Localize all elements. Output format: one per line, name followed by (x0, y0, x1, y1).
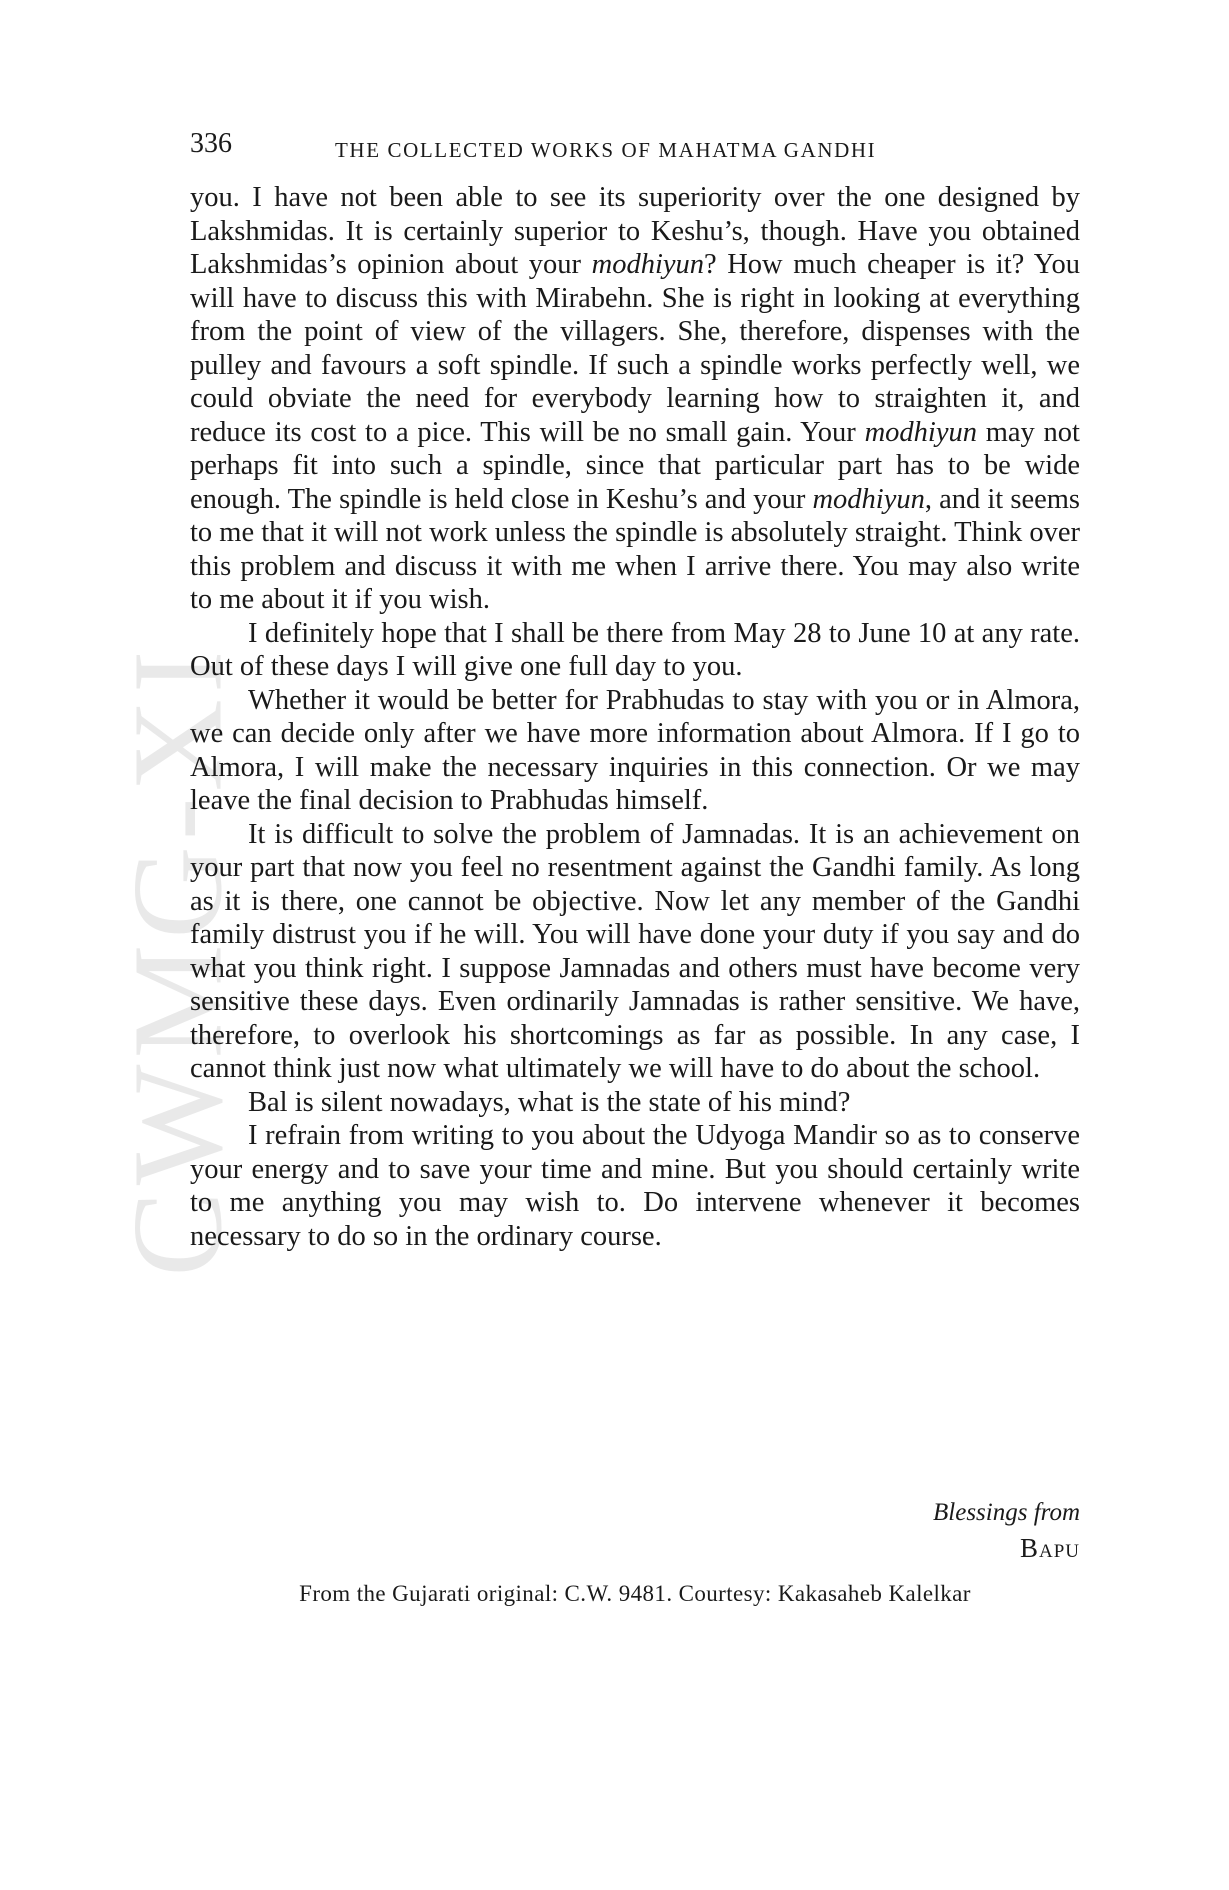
paragraph-6: I refrain from writing to you about the Udyoga Mandir so as to conserve your energy and to save your time and mine. But you should certainly write to me anything you may wish to. Do intervene whenever it becomes necessary to do so in the ordinary course. (190, 1120, 1080, 1252)
paragraph-1 (190, 181, 1080, 617)
running-head: THE COLLECTED WORKS OF MAHATMA GANDHI (335, 138, 877, 162)
letter-closing (933, 1496, 1080, 1566)
italic-term: modhiyun (864, 416, 977, 448)
source-note: From the Gujarati original: C.W. 9481. Courtesy: Kakasaheb Kalelkar (299, 1581, 971, 1606)
paragraph-5: Bal is silent nowadays, what is the state of his mind? (248, 1086, 851, 1118)
paragraph-1-part-1: you. I have not been able to see its superiority over the one designed by Lakshmidas. It is certainly superior to Keshu’s, though. Have you obtained Lakshmidas’s opinion about your (190, 182, 1080, 280)
paragraph-1-part-2: ? How much cheaper is it? You will have to discuss this with Mirabehn. She is right in looking at everything from the point of view of the villagers. She, therefore, dispenses with the pulley and favours a soft spindle. If such a spindle works perfectly well, we could obviate the need for everybody learning how to straighten it, and reduce its cost to a pice. This will be no small gain. Your (190, 249, 1080, 448)
paragraph-4: It is difficult to solve the problem of Jamnadas. It is an achievement on your part that now you feel no resentment against the Gandhi family. As long as it is there, one cannot be objective. Now let any member of the Gandhi family distrust you if he will. You will have done your duty if you say and do what you think right. I suppose Jamnadas and others must have become very sensitive these days. Even ordinarily Jamnadas is rather sensitive. We have, therefore, to overlook his shortcomings as far as possible. In any case, I cannot think just now what ultimately we will have to do about the school. (190, 818, 1080, 1084)
letter-body (190, 181, 1080, 1253)
signature: Bapu (1019, 1533, 1080, 1563)
page-header (190, 128, 1080, 168)
closing-phrase: Blessings from (933, 1499, 1080, 1526)
paragraph-3: Whether it would be better for Prabhudas to stay with you or in Almora, we can decide only after we have more information about Almora. If I go to Almora, I will make the necessary inquiries in this connection. Or we may leave the final decision to Prabhudas himself. (190, 684, 1080, 816)
paragraph-1-part-4: , and it seems to me that it will not work unless the spindle is absolutely straight. Think over this problem and discuss it with me when I arrive there. You may also write to me about it if you wish. (190, 483, 1081, 615)
italic-term: modhiyun (812, 483, 925, 515)
watermark-text: CWMG-XI (106, 643, 249, 1277)
paragraph-2: I definitely hope that I shall be there from May 28 to June 10 at any rate. Out of these days I will give one full day to you. (190, 617, 1080, 682)
page-number: 336 (190, 128, 232, 159)
italic-term: modhiyun (591, 249, 705, 280)
paragraph-1-part-3: may not perhaps fit into such a spindle, since that particular part has to be wide enough. The spindle is held close in Keshu’s and your (190, 416, 1080, 515)
